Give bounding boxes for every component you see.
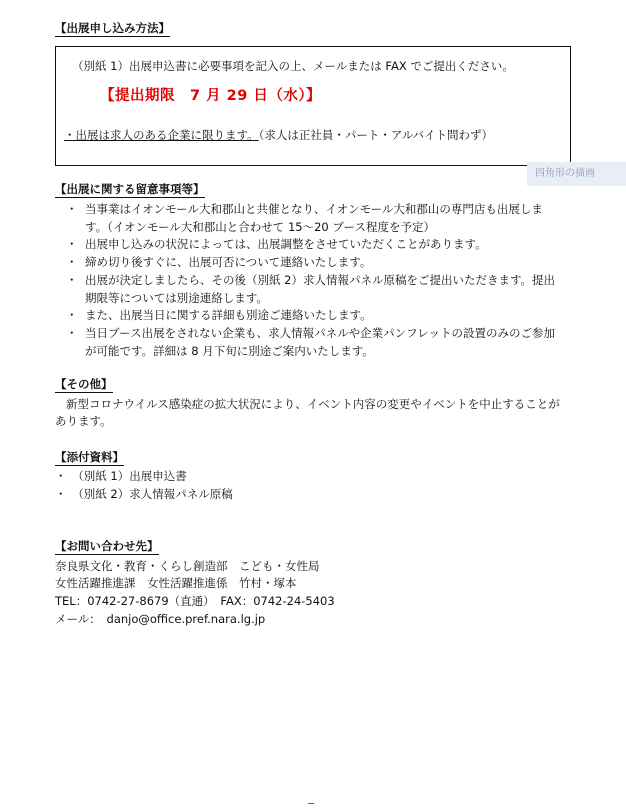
note-item-6-line-1: [66, 325, 586, 343]
note-text: 締め切り後すぐに、出展可否について連絡いたします。: [85, 255, 372, 270]
attachment-item-1: ・ （別紙 1）出展申込書: [55, 469, 187, 483]
note-item-4-line-2: [66, 290, 586, 308]
application-instruction: （別紙 1）出展申込書に必要事項を記入の上、メールまたは FAX でご提出ください。: [72, 59, 514, 73]
note-item-3-line-1: [66, 254, 586, 272]
note-text: また、出展当日に関する詳細も別途ご連絡いたします。: [85, 308, 372, 323]
application-heading: 【出展申し込み方法】: [55, 21, 170, 35]
contact-heading: 【お問い合わせ先】: [55, 539, 159, 553]
deadline-text: 【提出期限 7 月 29 日（水）】: [100, 88, 322, 104]
eligibility-note-underlined: ・出展は求人のある企業に限ります。: [64, 128, 259, 142]
note-bullet: ・: [66, 255, 78, 270]
note-text: 出展が決定しましたら、その後（別紙 2）求人情報パネル原稿をご提出いただきます。提出: [85, 272, 556, 287]
note-text: が可能です。詳細は 8 月下旬に別途ご案内いたします。: [85, 343, 374, 358]
note-bullet: [66, 219, 85, 237]
contact-tel-fax: TEL：0742-27-8679（直通） FAX：0742-24-5403: [55, 594, 335, 608]
note-item-2-line-1: [66, 236, 586, 254]
eligibility-note-rest: （求人は正社員・パート・アルバイト問わず）: [258, 128, 494, 142]
note-bullet: ・: [66, 202, 78, 216]
note-bullet: ・: [66, 325, 78, 340]
note-bullet: ・: [66, 237, 78, 252]
note-bullet: ・: [66, 272, 78, 287]
eligibility-note: [64, 127, 493, 144]
note-item-5-line-1: [66, 307, 586, 325]
note-item-6-line-2: [66, 343, 586, 361]
note-text: す。（イオンモール大和郡山と合わせて 15～20 ブース程度を予定）: [85, 219, 435, 234]
contact-dept: 女性活躍推進課 女性活躍推進係 竹村・塚本: [55, 576, 297, 590]
note-item-1-line-1: [66, 201, 586, 219]
attachments-heading: 【添付資料】: [55, 450, 124, 464]
note-bullet: ・: [66, 308, 78, 323]
contact-org: 奈良県文化・教育・くらし創造部 こども・女性局: [55, 559, 320, 573]
notes-heading: 【出展に関する留意事項等】: [55, 182, 205, 196]
application-box: [55, 46, 571, 166]
ghost-tab-label: 四角形の描画: [535, 168, 595, 179]
other-line-1: 新型コロナウイルス感染症の拡大状況により、イベント内容の変更やイベントを中止することが: [66, 397, 560, 411]
note-bullet: [66, 343, 85, 361]
attachment-item-2: ・ （別紙 2）求人情報パネル原稿: [55, 487, 233, 501]
contact-mail: メール： danjo@office.pref.nara.lg.jp: [55, 612, 266, 626]
note-text: 当事業はイオンモール大和郡山と共催となり、イオンモール大和郡山の専門店も出展しま: [85, 202, 543, 216]
note-text: 出展申し込みの状況によっては、出展調整をさせていただくことがあります。: [85, 237, 487, 252]
note-bullet: [66, 290, 85, 308]
note-item-1-line-2: [66, 219, 586, 237]
other-heading: 【その他】: [55, 377, 113, 391]
note-text: 期限等については別途連絡します。: [85, 290, 268, 305]
other-line-2: あります。: [55, 414, 112, 428]
ghost-drawing-tab: [527, 162, 626, 186]
note-text: 当日ブース出展をされない企業も、求人情報パネルや企業パンフレットの設置のみのご参加: [85, 325, 555, 340]
note-item-4-line-1: [66, 272, 586, 290]
notes-list: [66, 201, 586, 360]
